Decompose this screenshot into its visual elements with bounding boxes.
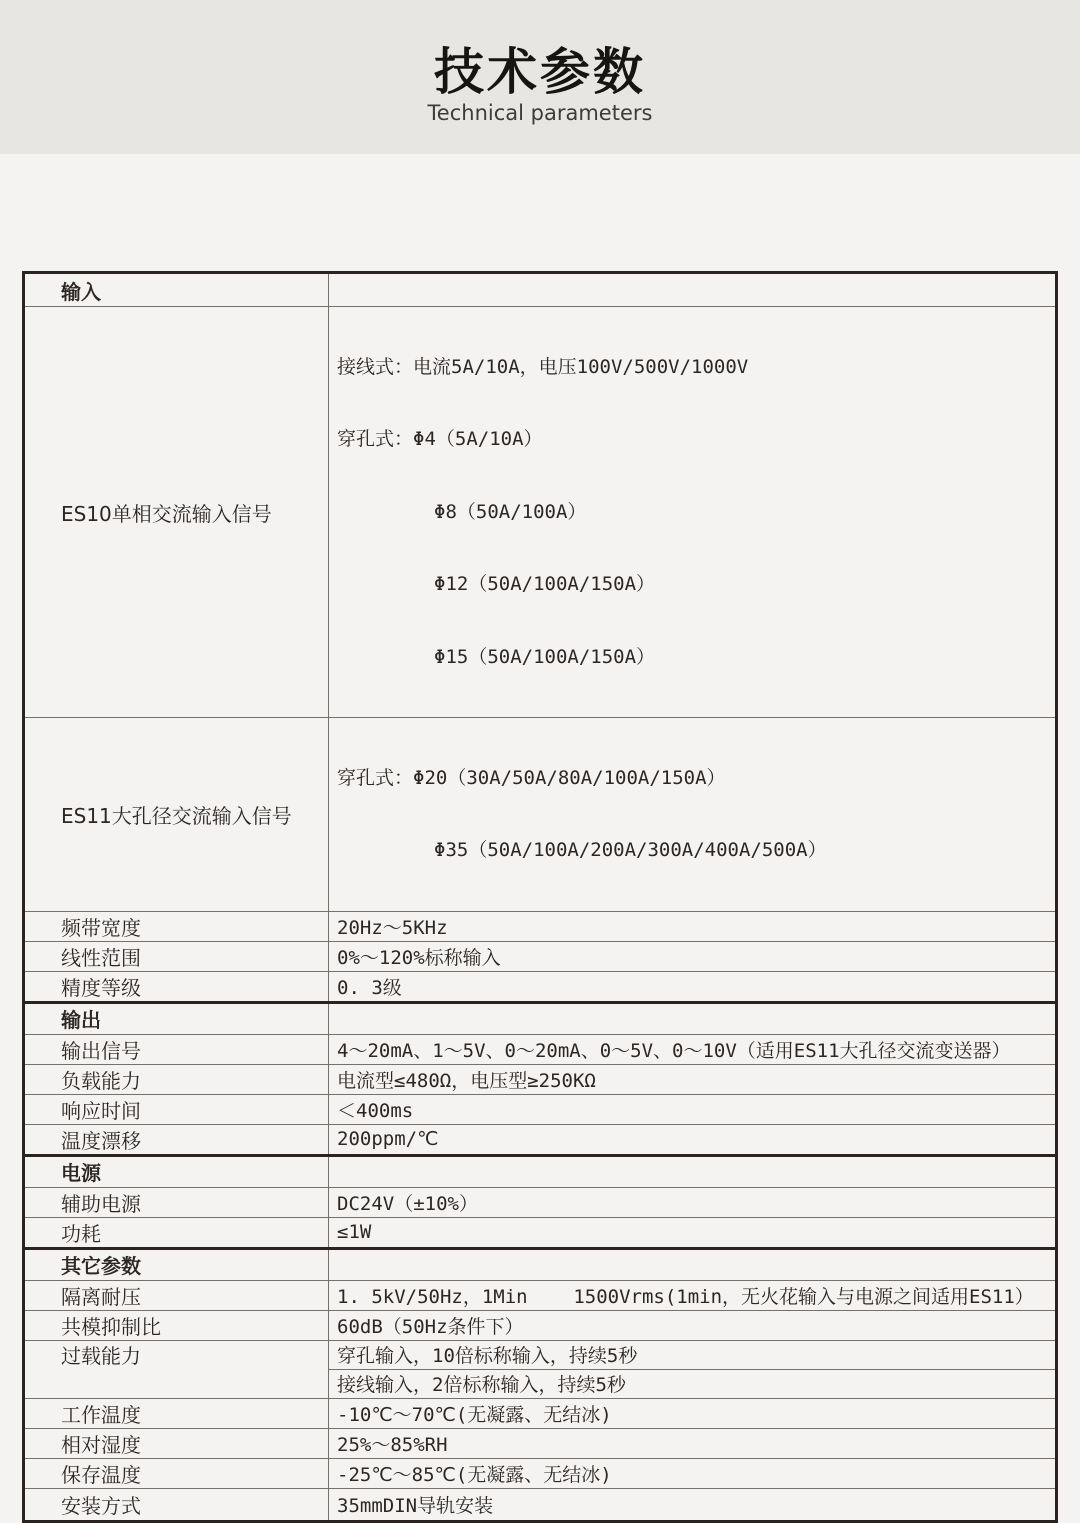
page-title: 技术参数: [434, 43, 646, 101]
table-row: [24, 1248, 1057, 1280]
param-value: 接线输入，2倍标称输入，持续5秒: [329, 1369, 1057, 1398]
section-title-input: 输入: [24, 273, 329, 307]
table-row: [24, 1488, 1057, 1521]
param-label: 辅助电源: [24, 1187, 329, 1217]
param-value: 25%～85%RH: [329, 1428, 1057, 1458]
param-value: [329, 718, 1057, 912]
table-row: [24, 1340, 1057, 1369]
param-value: 4～20mA、1～5V、0～20mA、0～5V、0～10V（适用ES11大孔径交流变送器）: [329, 1034, 1057, 1064]
param-label: 过载能力: [24, 1340, 329, 1398]
table-row: [24, 941, 1057, 971]
table-row: [24, 1124, 1057, 1155]
param-value: 穿孔输入，10倍标称输入，持续5秒: [329, 1340, 1057, 1369]
value-line: 穿孔式：Φ20（30A/50A/80A/100A/150A）: [337, 767, 726, 790]
table-row: [24, 1398, 1057, 1428]
param-value: 1. 5kV/50Hz，1Min 1500Vrms(1min，无火花输入与电源之间适用ES11）: [329, 1280, 1057, 1310]
table-row: [24, 1034, 1057, 1064]
param-value: 0. 3级: [329, 971, 1057, 1002]
spec-table: [22, 271, 1058, 1523]
param-label: ES11大孔径交流输入信号: [24, 718, 329, 912]
section-title-other: 其它参数: [24, 1248, 329, 1280]
param-label: 相对湿度: [24, 1428, 329, 1458]
table-row: [24, 1187, 1057, 1217]
table-row: [24, 1310, 1057, 1340]
param-label: 保存温度: [24, 1458, 329, 1488]
param-value: 200ppm/℃: [329, 1124, 1057, 1155]
empty-cell: [329, 1155, 1057, 1187]
param-label: 输出信号: [24, 1034, 329, 1064]
value-line: 穿孔式：Φ4（5A/10A）: [337, 428, 543, 451]
table-row: [24, 307, 1057, 718]
param-value: 0%～120%标称输入: [329, 941, 1057, 971]
page-subtitle: Technical parameters: [427, 101, 653, 125]
table-row: [24, 1458, 1057, 1488]
param-label: 负载能力: [24, 1064, 329, 1094]
param-label: 线性范围: [24, 941, 329, 971]
empty-cell: [329, 1002, 1057, 1034]
table-row: [24, 971, 1057, 1002]
empty-cell: [329, 1248, 1057, 1280]
param-value: [329, 307, 1057, 718]
table-row: [24, 1280, 1057, 1310]
table-row: [24, 1064, 1057, 1094]
param-label: 温度漂移: [24, 1124, 329, 1155]
param-value: 20Hz～5KHz: [329, 911, 1057, 941]
value-line: Φ15（50A/100A/150A）: [434, 645, 656, 668]
section-title-power: 电源: [24, 1155, 329, 1187]
param-value: ＜400ms: [329, 1094, 1057, 1124]
param-label: 隔离耐压: [24, 1280, 329, 1310]
value-line: Φ8（50A/100A）: [434, 500, 587, 523]
param-label: ES10单相交流输入信号: [24, 307, 329, 718]
table-row: [24, 273, 1057, 307]
param-value: ≤1W: [329, 1217, 1057, 1248]
table-row: [24, 1428, 1057, 1458]
table-row: [24, 1094, 1057, 1124]
table-row: [24, 1155, 1057, 1187]
section-title-output: 输出: [24, 1002, 329, 1034]
table-row: [24, 1217, 1057, 1248]
param-label: 共模抑制比: [24, 1310, 329, 1340]
param-label: 工作温度: [24, 1398, 329, 1428]
table-row: [24, 1002, 1057, 1034]
param-label: 精度等级: [24, 971, 329, 1002]
empty-cell: [329, 273, 1057, 307]
param-label: 频带宽度: [24, 911, 329, 941]
value-line: Φ12（50A/100A/150A）: [434, 573, 656, 596]
header-band: [0, 0, 1080, 154]
value-line: 接线式：电流5A/10A，电压100V/500V/1000V: [337, 356, 749, 378]
param-label: 响应时间: [24, 1094, 329, 1124]
param-value: 35mmDIN导轨安装: [329, 1488, 1057, 1521]
table-row: [24, 911, 1057, 941]
param-value: DC24V（±10%）: [329, 1187, 1057, 1217]
param-label: 安装方式: [24, 1488, 329, 1521]
value-line: Φ35（50A/100A/200A/300A/400A/500A）: [434, 839, 827, 862]
param-value: 60dB（50Hz条件下）: [329, 1310, 1057, 1340]
table-row: [24, 718, 1057, 912]
param-value: 电流型≤480Ω，电压型≥250KΩ: [329, 1064, 1057, 1094]
param-value: -25℃～85℃(无凝露、无结冰): [329, 1458, 1057, 1488]
param-value: -10℃～70℃(无凝露、无结冰): [329, 1398, 1057, 1428]
param-label: 功耗: [24, 1217, 329, 1248]
